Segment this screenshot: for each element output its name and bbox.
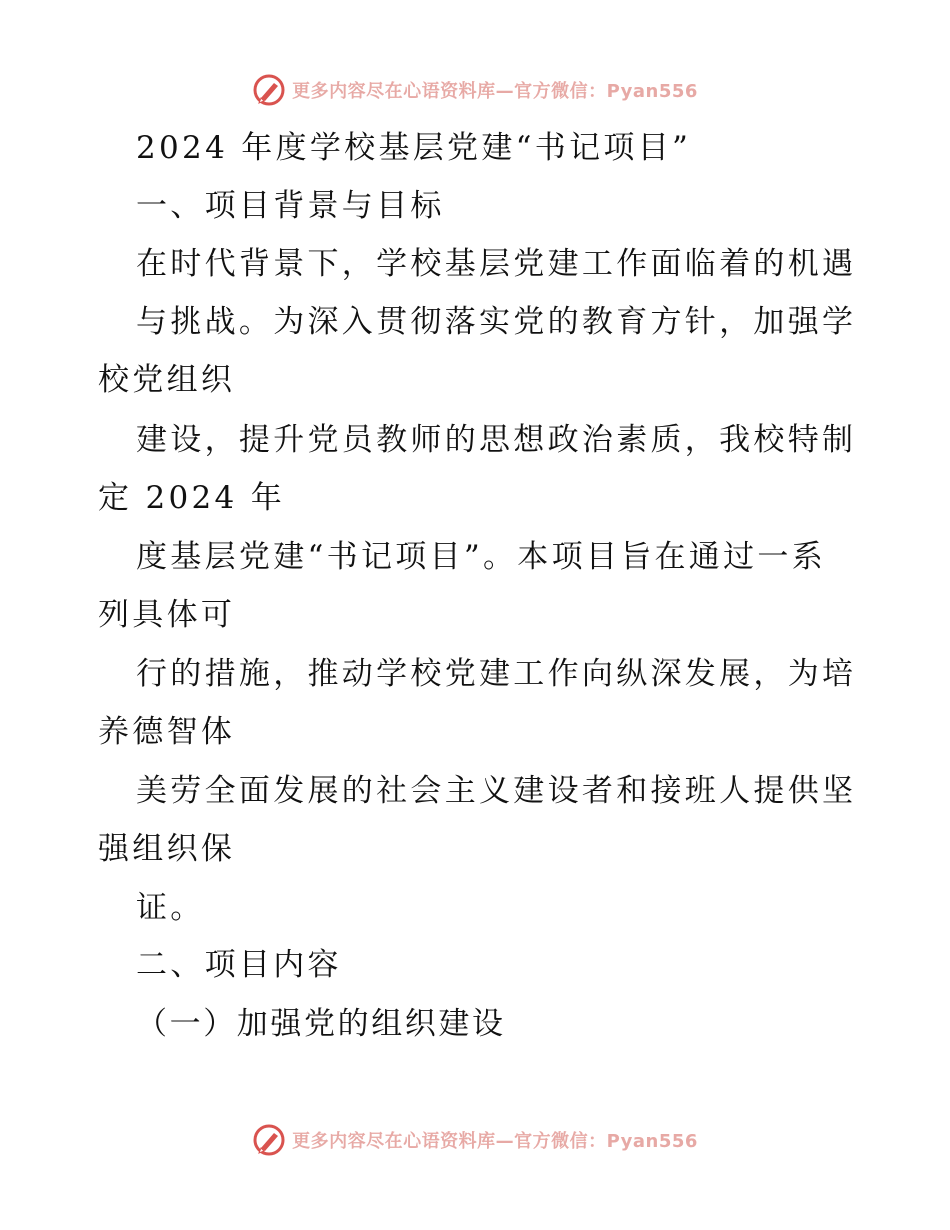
document-title: 2024 年度学校基层党建“书记项目” <box>136 130 692 166</box>
paragraph-line: 度基层党建“书记项目”。本项目旨在通过一系 <box>136 539 826 575</box>
subsection-heading: （一）加强党的组织建设 <box>136 1006 506 1042</box>
paragraph-line: 养德智体 <box>98 714 236 750</box>
paragraph-line: 美劳全面发展的社会主义建设者和接班人提供坚 <box>136 773 857 809</box>
paragraph-line: 校党组织 <box>98 362 236 398</box>
watermark-text: 更多内容尽在心语资料库—官方微信：Pyan556 <box>292 81 698 102</box>
paragraph-line: 证。 <box>136 890 205 926</box>
paragraph-line: 行的措施，推动学校党建工作向纵深发展，为培 <box>136 656 857 692</box>
paragraph-line: 在时代背景下，学校基层党建工作面临着的机遇 <box>136 246 857 282</box>
paragraph-line: 定 2024 年 <box>98 480 286 516</box>
paragraph-line: 建设，提升党员教师的思想政治素质，我校特制 <box>136 422 857 458</box>
header-watermark <box>0 70 950 110</box>
section-heading-content: 二、项目内容 <box>136 947 342 983</box>
paragraph-line: 与挑战。为深入贯彻落实党的教育方针，加强学 <box>136 304 857 340</box>
section-heading-background: 一、项目背景与目标 <box>136 188 445 224</box>
watermark-text: 更多内容尽在心语资料库—官方微信：Pyan556 <box>292 1131 698 1152</box>
pen-logo-icon <box>252 1123 286 1157</box>
pen-logo-icon <box>252 73 286 107</box>
footer-watermark <box>0 1120 950 1160</box>
paragraph-line: 强组织保 <box>98 831 236 867</box>
paragraph-line: 列具体可 <box>98 597 236 633</box>
